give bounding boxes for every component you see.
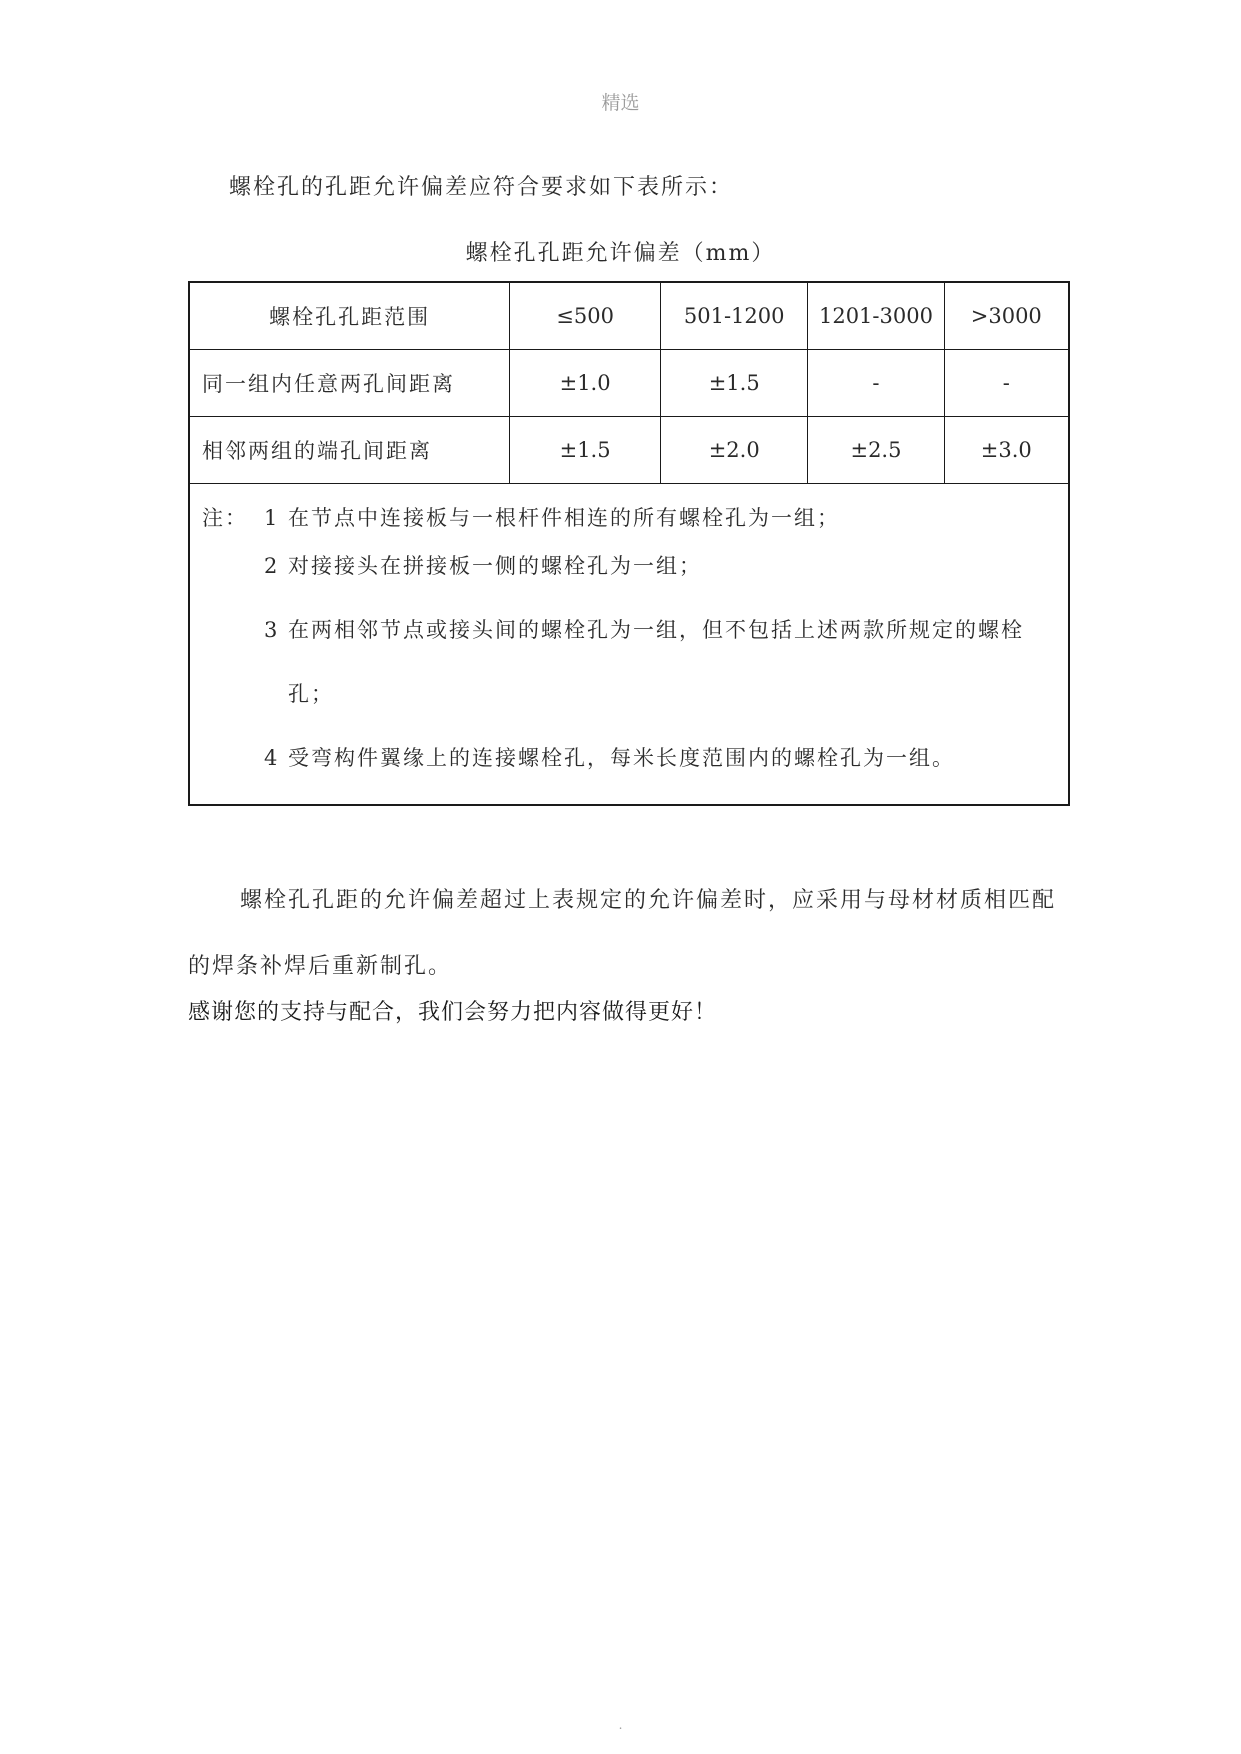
table-cell: ±1.5 xyxy=(660,350,807,417)
note-item xyxy=(202,534,1058,598)
table-caption: 螺栓孔孔距允许偏差（mm） xyxy=(465,241,776,266)
table-header-row xyxy=(189,282,1069,350)
row-label: 同一组内任意两孔间距离 xyxy=(189,350,510,417)
note-text: 对接接头在拼接板一侧的螺栓孔为一组； xyxy=(288,554,702,578)
table-cell: - xyxy=(808,350,944,417)
page-footer: . xyxy=(618,1718,623,1732)
column-header: 螺栓孔孔距范围 xyxy=(189,282,510,350)
tolerance-table xyxy=(188,281,1070,806)
note-text: 在两相邻节点或接头间的螺栓孔为一组，但不包括上述两款所规定的螺栓孔； xyxy=(288,618,1024,706)
table-cell: ±3.0 xyxy=(944,417,1069,484)
note-prefix: 注： xyxy=(202,506,248,530)
table-cell: ±2.0 xyxy=(660,417,807,484)
note-item xyxy=(202,598,1058,726)
note-indent xyxy=(202,598,264,726)
note-number: 3 xyxy=(264,618,280,642)
table-row xyxy=(189,417,1069,484)
note-text: 在节点中连接板与一根杆件相连的所有螺栓孔为一组； xyxy=(288,506,840,530)
closing-text: 感谢您的支持与配合，我们会努力把内容做得更好！ xyxy=(188,1000,718,1025)
note-number: 2 xyxy=(264,554,280,578)
note-indent xyxy=(202,534,264,598)
table-notes-row xyxy=(189,484,1069,806)
row-label: 相邻两组的端孔间距离 xyxy=(189,417,510,484)
table-cell: - xyxy=(944,350,1069,417)
note-item xyxy=(202,726,1058,790)
table-cell: ±2.5 xyxy=(808,417,944,484)
note-number: 4 xyxy=(264,746,280,770)
table-row xyxy=(189,350,1069,417)
note-text: 受弯构件翼缘上的连接螺栓孔，每米长度范围内的螺栓孔为一组。 xyxy=(288,746,955,770)
note-indent xyxy=(202,726,264,790)
table-cell: ±1.5 xyxy=(510,417,661,484)
note-number: 1 xyxy=(264,506,280,530)
table-cell: ±1.0 xyxy=(510,350,661,417)
intro-text: 螺栓孔的孔距允许偏差应符合要求如下表所示： xyxy=(229,175,734,200)
note-item xyxy=(202,502,1058,534)
page-header: 精选 xyxy=(601,92,640,114)
body-paragraph: 螺栓孔孔距的允许偏差超过上表规定的允许偏差时，应采用与母材材质相匹配的焊条补焊后重新制孔。 xyxy=(188,888,1057,979)
column-header: 1201-3000 xyxy=(808,282,944,350)
table-notes xyxy=(189,484,1069,806)
column-header: 501-1200 xyxy=(660,282,807,350)
column-header: ≤500 xyxy=(510,282,661,350)
column-header: >3000 xyxy=(944,282,1069,350)
